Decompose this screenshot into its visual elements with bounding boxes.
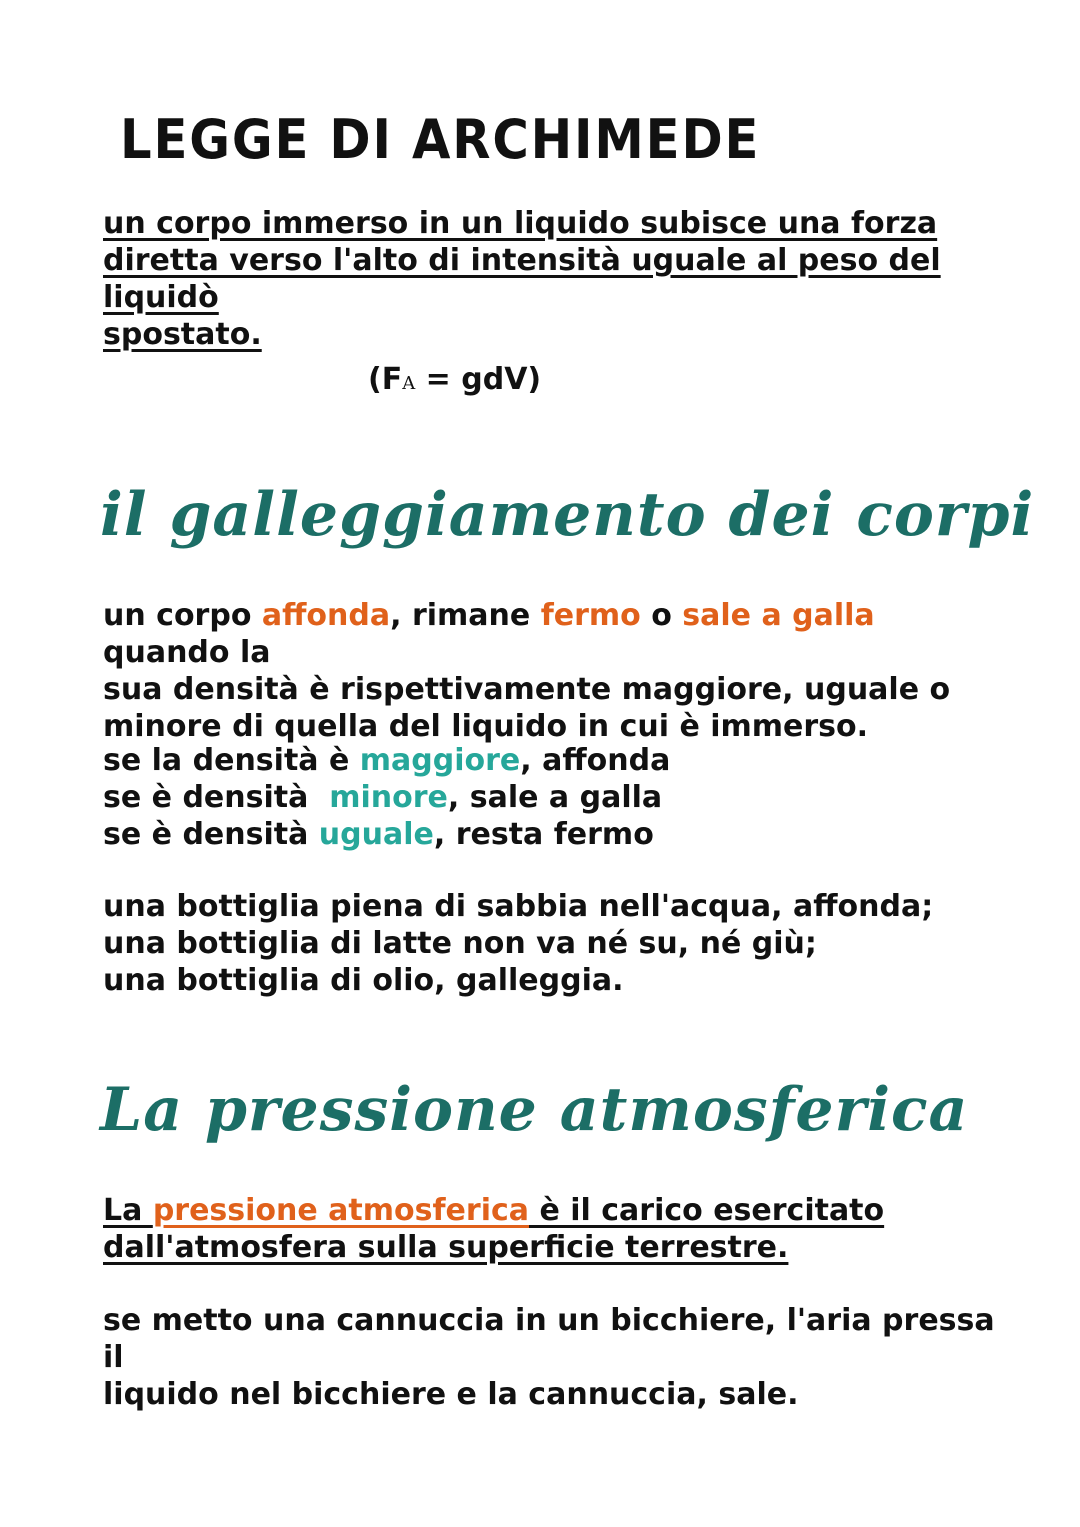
archimede-formula [368, 362, 541, 397]
keyword-sale-a-galla: sale a galla [682, 598, 875, 633]
intro-text: quando la [103, 635, 271, 670]
intro-line-2: sua densità è rispettivamente maggiore, uguale o [103, 672, 951, 707]
formula-rest: = gdV) [415, 362, 542, 397]
formula-open: (F [368, 362, 403, 397]
case-text: se è densità [103, 817, 319, 852]
case-text: se la densità è [103, 743, 360, 778]
case-text: , sale a galla [447, 780, 663, 815]
intro-text: , rimane [390, 598, 541, 633]
keyword-minore: minore [329, 780, 448, 815]
keyword-maggiore: maggiore [359, 743, 521, 778]
intro-line-3: minore di quella del liquido in cui è immerso. [103, 709, 869, 744]
galleggiamento-intro [103, 597, 1003, 745]
intro-text: un corpo [103, 598, 262, 633]
keyword-affonda: affonda [261, 598, 391, 633]
case-text: , affonda [520, 743, 671, 778]
keyword-fermo: fermo [540, 598, 641, 633]
keyword-uguale: uguale [318, 817, 434, 852]
definition-line-2: diretta verso l'alto di intensità uguale al peso del liquidò [103, 243, 941, 315]
intro-text: o [640, 598, 683, 633]
case-line [103, 779, 1003, 816]
straw-example [103, 1302, 1003, 1413]
pressione-heading: La pressione atmosferica [100, 1075, 969, 1145]
bottle-examples [103, 888, 1003, 999]
case-line [103, 816, 1003, 853]
keyword-pressione-atmosferica: pressione atmosferica [152, 1193, 529, 1228]
formula-subscript: A [402, 373, 416, 394]
pressione-definition [103, 1192, 1003, 1266]
definition-line-3: spostato. [103, 317, 262, 352]
page-title: LEGGE DI ARCHIMEDE [120, 108, 761, 171]
pressione-def-line-2: dall'atmosfera sulla superficie terrestre. [103, 1230, 789, 1265]
case-line [103, 742, 1003, 779]
galleggiamento-heading: il galleggiamento dei corpi [100, 480, 1035, 550]
example-line: una bottiglia piena di sabbia nell'acqua, affonda; [103, 889, 934, 924]
straw-line-1: se metto una cannuccia in un bicchiere, l'aria pressa il [103, 1303, 995, 1375]
def-text: La [103, 1193, 153, 1228]
intro-line-1 [103, 597, 1003, 671]
case-text: se è densità [103, 780, 330, 815]
definition-line-1: un corpo immerso in un liquido subisce una forza [103, 206, 938, 241]
case-text: , resta fermo [433, 817, 654, 852]
archimede-definition [103, 205, 1003, 353]
pressione-def-line-1 [103, 1192, 1003, 1229]
example-line: una bottiglia di latte non va né su, né giù; [103, 926, 817, 961]
def-text: è il carico esercitato [529, 1193, 885, 1228]
example-line: una bottiglia di olio, galleggia. [103, 963, 624, 998]
density-cases [103, 742, 1003, 853]
straw-line-2: liquido nel bicchiere e la cannuccia, sale. [103, 1377, 799, 1412]
